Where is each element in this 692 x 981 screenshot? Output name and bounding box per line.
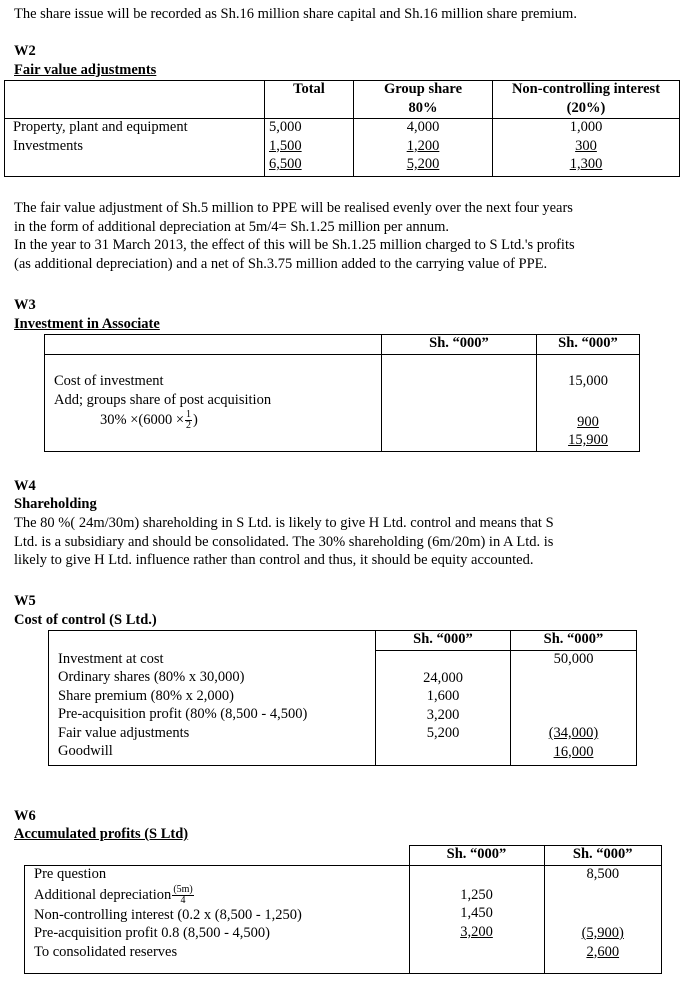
w4-paragraph <box>14 515 676 571</box>
w2-group-value: 4,000 <box>406 119 440 135</box>
w3-share-value: 900 <box>577 413 599 430</box>
w2-col-group-pct: 80% <box>408 99 438 116</box>
w2-col-nci-pct: (20%) <box>566 99 606 116</box>
fraction-denominator: 2 <box>186 420 192 431</box>
w5-cost-of-control-table <box>48 630 637 766</box>
paragraph-line: The fair value adjustment of Sh.5 million to PPE will be realised evenly over the next four years <box>14 200 573 216</box>
w3-cost-value: 15,000 <box>568 373 608 389</box>
paragraph-line: (as additional depreciation) and a net of Sh.3.75 million added to the carrying value of PPE. <box>14 255 548 272</box>
w4-number: W4 <box>14 478 36 494</box>
w5-row-label: Ordinary shares (80% x 30,000) <box>58 669 245 685</box>
w3-number: W3 <box>14 297 36 313</box>
w4-title: Shareholding <box>14 496 97 512</box>
w5-col2-header: Sh. “000” <box>543 631 604 647</box>
w5-deduct-value: (34,000) <box>548 725 599 741</box>
w6-accumulated-profits-table <box>24 845 662 974</box>
w2-total-sum: 6,500 <box>269 156 302 172</box>
fraction-numerator: (5m) <box>173 883 193 895</box>
paragraph-line: in the form of additional depreciation at 5m/4= Sh.1.25 million per annum. <box>14 218 450 235</box>
w5-row-label: Goodwill <box>58 743 113 759</box>
w2-group-value: 1,200 <box>406 137 440 154</box>
w6-dep-label: Additional depreciation <box>34 886 172 903</box>
w6-col2-header: Sh. “000” <box>572 846 633 862</box>
w2-col-nci: Non-controlling interest <box>511 81 661 97</box>
w5-row-label: Fair value adjustments <box>58 724 190 741</box>
w3-associate-table <box>44 334 640 452</box>
w3-col1-header: Sh. “000” <box>429 335 489 351</box>
w2-total-value: 1,500 <box>269 137 302 154</box>
paragraph-line: The 80 %( 24m/30m) shareholding in S Ltd. is likely to give H Ltd. control and means that S <box>14 515 554 531</box>
paragraph-line: In the year to 31 March 2013, the effect of this will be Sh.1.25 million charged to S Ltd.'s profits <box>14 237 575 253</box>
w6-pre-value: 8,500 <box>586 866 620 882</box>
w5-row-label: Share premium (80% x 2,000) <box>58 687 234 704</box>
paragraph-line: Ltd. is a subsidiary and should be consolidated. The 30% shareholding (6m/20m) in A Ltd. is <box>14 533 554 550</box>
w6-reserves-label: To consolidated reserves <box>34 943 178 960</box>
w3-total-value: 15,900 <box>568 432 608 448</box>
w6-nci-label: Non-controlling interest (0.2 x (8,500 - 1,250) <box>34 906 302 923</box>
w6-reserves-value: 2,600 <box>586 943 620 960</box>
w2-group-sum: 5,200 <box>406 156 440 172</box>
fraction-numerator: 1 <box>186 409 192 420</box>
w3-calc-suffix: ) <box>193 411 198 428</box>
w5-col1-value: 24,000 <box>423 669 463 686</box>
intro-text: The share issue will be recorded as Sh.16 million share capital and Sh.16 million share premium. <box>14 6 577 22</box>
w2-nci-sum: 1,300 <box>569 156 603 172</box>
w6-number: W6 <box>14 808 36 824</box>
w5-goodwill-value: 16,000 <box>553 743 594 760</box>
w2-nci-value: 1,000 <box>569 119 603 135</box>
fraction <box>172 885 193 906</box>
w2-row-label: Investments <box>13 137 84 154</box>
w2-nci-value: 300 <box>575 137 597 154</box>
w6-col1-value: 1,450 <box>460 905 493 921</box>
w2-col-group: Group share <box>383 81 463 97</box>
w5-col1-value: 3,200 <box>426 706 460 723</box>
w2-number: W2 <box>14 43 36 59</box>
w6-dep-label-line <box>34 885 405 907</box>
w3-calc <box>54 410 377 434</box>
fv-paragraph <box>14 200 676 274</box>
w5-col1-value: 1,600 <box>426 688 460 704</box>
w2-row-label: Property, plant and equipment <box>13 119 188 135</box>
fraction-denominator: 4 <box>180 894 186 906</box>
w6-title: Accumulated profits (S Ltd) <box>14 826 189 842</box>
paragraph-line: likely to give H Ltd. influence rather than control and thus, it should be equity accounted. <box>14 552 534 568</box>
w5-row-label: Investment at cost <box>58 650 164 667</box>
w2-total-value: 5,000 <box>269 119 302 135</box>
w5-row-label: Pre-acquisition profit (80% (8,500 - 4,500) <box>58 706 308 722</box>
w5-title: Cost of control (S Ltd.) <box>14 612 157 628</box>
w6-col1-value: 3,200 <box>460 923 493 940</box>
w5-col1-value: 5,200 <box>426 725 460 741</box>
w6-preacq-label: Pre-acquisition profit 0.8 (8,500 - 4,500) <box>34 925 270 941</box>
w3-cost-label: Cost of investment <box>54 373 164 389</box>
w5-number: W5 <box>14 593 36 609</box>
w5-col1-header: Sh. “000” <box>413 631 473 647</box>
w6-deduct-value: (5,900) <box>581 925 624 941</box>
w3-add-label: Add; groups share of post acquisition <box>54 391 272 408</box>
fraction <box>185 410 192 431</box>
w3-calc-prefix: 30% ×(6000 × <box>100 411 185 428</box>
w3-col2-header: Sh. “000” <box>558 335 618 351</box>
w2-title: Fair value adjustments <box>14 62 157 78</box>
w2-col-total: Total <box>293 81 325 97</box>
w2-fair-value-table <box>4 80 680 177</box>
w6-pre-label: Pre question <box>34 866 107 882</box>
w5-investment-value: 50,000 <box>553 651 594 667</box>
w6-col1-header: Sh. “000” <box>446 846 507 862</box>
w3-title: Investment in Associate <box>14 316 160 332</box>
w6-col1-value: 1,250 <box>460 886 493 903</box>
